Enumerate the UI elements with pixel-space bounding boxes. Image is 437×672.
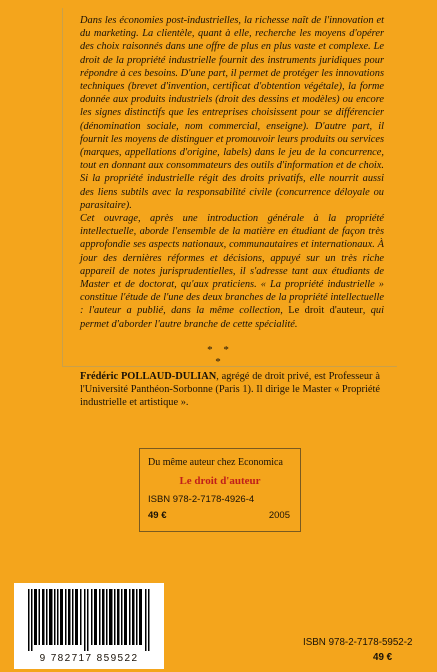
description-text: Dans les économies post-industrielles, la richesse naît de l'innovation et du marketing. La clientèle, quant à elle, recherche les moyens d'opérer des choix raisonnés dans une offre de plus en plus vaste et complexe. Le droit de la propriété industrielle fournit des instruments juridiques pour répondre à ces besoins. D'une part, il permet de protéger les innovations techniques (brevet d'invention, certificat d'obtention végétale), la forme donnée aux produits industriels (droit des dessins et modèles) ou encore les signes distinctifs que les entreprises choisissent pour se différencier (dénomination sociale, nom commercial, enseigne). D'autre part, il fournit les moyens de distinguer et promouvoir leurs produits ou services (marques, appellations d'origine, labels) dans le jeu de la concurrence, tout en donnant aux consommateurs des outils d'information et de choix. Si la propriété industrielle régit des droits privatifs, elle nourrit aussi des liens subtils avec la responsabilité civile (concurrence déloyale ou parasitaire). bbox=[80, 15, 384, 211]
book-isbn: ISBN 978-2-7178-5952-2 bbox=[303, 637, 413, 648]
barcode bbox=[14, 583, 164, 669]
related-book-box bbox=[139, 448, 301, 532]
description-paragraph-1 bbox=[80, 14, 384, 212]
barcode-bars-icon bbox=[28, 589, 150, 651]
related-title-reference: Le droit d'auteur bbox=[288, 305, 363, 317]
related-book-year: 2005 bbox=[268, 510, 290, 521]
author-first-name: Frédéric bbox=[80, 371, 119, 382]
book-price: 49 € bbox=[373, 652, 393, 663]
description-text: Cet ouvrage, après une introduction générale à la propriété intellectuelle, aborde l'ensemble de la matière en étudiant de façon très approfondie ses aspects nationaux, communautaires et internationaux. À jour des dernières réformes et décisions, appuyé sur un très riche appareil de notes jurisprudentielles, il s'adresse tant aux étudiants de Master et de doctorat, qu'aux praticiens. « La propriété industrielle » constitue l'étude de l'une des deux branches de la propriété intellectuelle : l'auteur a publié, dans la même collection, bbox=[80, 213, 384, 317]
related-book-isbn: ISBN 978-2-7178-4926-4 bbox=[148, 494, 255, 505]
barcode-number: 9 782717 859522 bbox=[39, 653, 139, 664]
author-bio-text: , agrégé de droit privé, est Professeur à l'Université Panthéon-Sorbonne (Paris 1). Il dirige le Master « Propriété industrielle et artistique ». bbox=[80, 371, 380, 409]
related-book-price: 49 € bbox=[148, 510, 167, 521]
author-bio bbox=[80, 370, 380, 410]
description-paragraph-2 bbox=[80, 212, 384, 331]
author-last-name: POLLAUD-DULIAN bbox=[120, 371, 217, 382]
related-book-heading: Du même auteur chez Economica bbox=[148, 457, 283, 468]
description-text-end: , qui permet d'aborder l'autre branche de cette spécialité. bbox=[80, 305, 384, 330]
section-separator: * * * bbox=[207, 344, 233, 368]
related-book-title: Le droit d'auteur bbox=[179, 475, 261, 487]
